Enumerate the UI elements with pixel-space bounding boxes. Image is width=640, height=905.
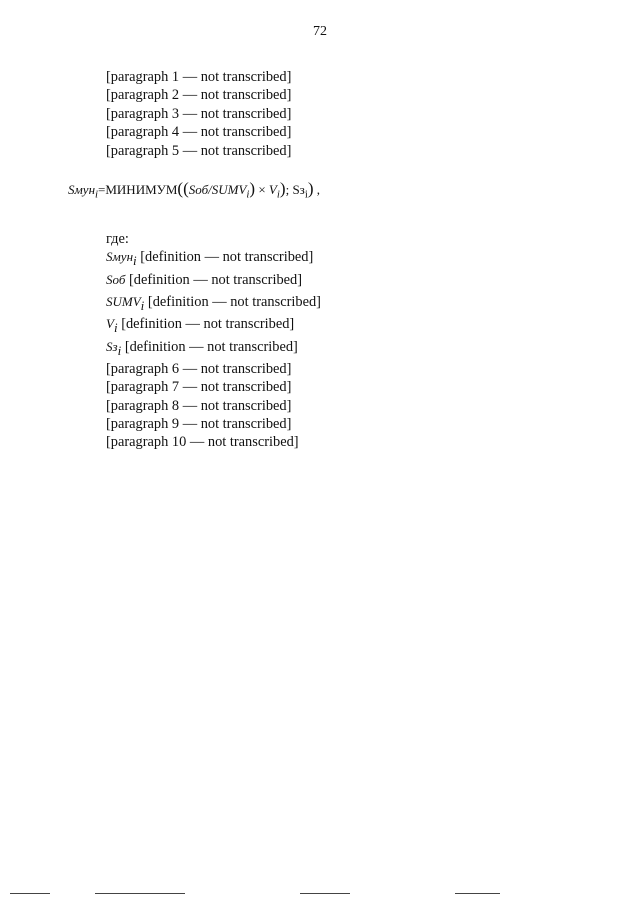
definition-text: [definition — not transcribed] — [140, 249, 314, 266]
formula-s3-sub: i — [304, 188, 308, 201]
formula-bracket: ) — [307, 179, 314, 199]
definition-symbol: V — [106, 316, 114, 332]
paragraph: [paragraph 1 — not transcribed] — [106, 69, 292, 85]
formula-bracket: ) — [249, 179, 256, 199]
paragraph: [paragraph 6 — not transcribed] — [106, 360, 292, 377]
formula-s3: Sз — [292, 182, 305, 198]
definition-symbol: Sз — [106, 338, 118, 354]
definition-text: [definition — not transcribed] — [128, 271, 303, 288]
paragraph: [paragraph 5 — not transcribed] — [106, 142, 292, 159]
formula-ratio-sub: i — [246, 188, 250, 201]
definition-symbol-sub: i — [133, 253, 137, 269]
definition-symbol-sub: i — [117, 342, 122, 358]
footer-rule — [300, 893, 350, 894]
definition-item — [68, 248, 596, 270]
paragraph: [paragraph 3 — not transcribed] — [106, 105, 292, 122]
where-label: где: — [106, 231, 129, 248]
formula-lhs: Sмун — [68, 182, 96, 198]
paragraph: [paragraph 9 — not transcribed] — [106, 416, 292, 433]
definition-item — [68, 338, 596, 360]
definition-item — [68, 315, 596, 337]
page-number: 72 — [313, 24, 327, 39]
definition-text: [definition — not transcribed] — [121, 316, 295, 333]
definition-symbol-sub: i — [140, 297, 145, 313]
formula-function: =МИНИМУМ — [98, 182, 178, 198]
formula-v-sub: i — [276, 188, 280, 201]
footer-rule — [10, 893, 50, 894]
formula-times: × — [258, 182, 266, 198]
formula-bracket: ) — [279, 179, 286, 199]
definition-item — [68, 293, 596, 315]
subsidy-formula: $Sмун_i=МИНИМУМ((Sоб/SUMV_i) \times V_i)$; $Sз_i$) , — [68, 179, 320, 201]
definition-item — [68, 271, 596, 293]
definition-symbol: SUMV — [106, 294, 141, 309]
paragraph: [paragraph 8 — not transcribed] — [106, 397, 292, 414]
definition-symbol: Sмун — [106, 249, 134, 265]
formula-lhs-sub: i — [95, 188, 99, 201]
paragraph: [paragraph 10 — not transcribed] — [106, 434, 299, 451]
definition-text: [definition — not transcribed] — [124, 338, 298, 355]
definition-symbol-sub: i — [113, 320, 118, 336]
footer-rule — [455, 893, 500, 894]
footer-rule — [95, 893, 185, 894]
paragraph: [paragraph 2 — not transcribed] — [106, 87, 292, 104]
formula-ratio: Sоб/SUMV — [188, 182, 247, 198]
definition-text: [definition — not transcribed] — [147, 294, 321, 310]
formula-v: V — [268, 182, 277, 198]
formula-comma: , — [316, 182, 320, 198]
definition-symbol: Sоб — [106, 271, 126, 287]
document-body — [68, 68, 596, 452]
paragraph: [paragraph 4 — not transcribed] — [106, 124, 292, 141]
formula-bracket: (( — [177, 179, 189, 199]
paragraph: [paragraph 7 — not transcribed] — [106, 379, 292, 396]
